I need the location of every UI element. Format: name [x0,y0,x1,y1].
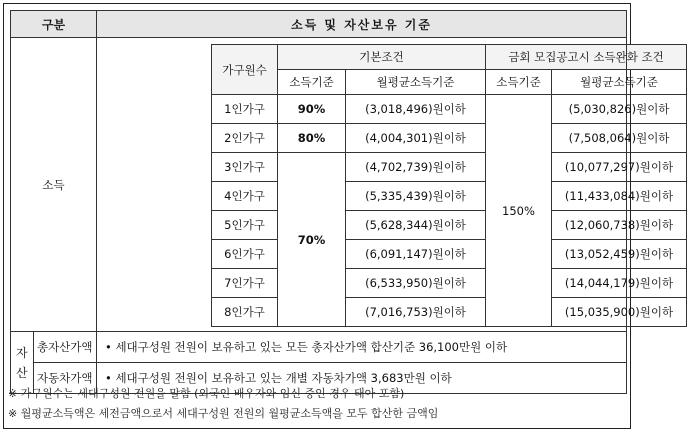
relaxed-amount: (12,060,738)원이하 [552,211,687,240]
relaxed-amount: (15,035,900)원이하 [552,298,687,327]
family-size: 3인가구 [212,153,278,182]
family-size: 6인가구 [212,240,278,269]
income-table [211,44,687,327]
asset-label-char-2: 산 [15,365,28,380]
car-asset-desc: • 세대구성원 전원이 보유하고 있는 개별 자동차가액 3,683만원 이하 [105,371,452,385]
criteria-table [10,10,674,394]
header-category: 구분 [11,11,97,38]
basic-amount: (6,091,147)원이하 [346,240,486,269]
basic-condition-header: 기본조건 [278,45,486,70]
basic-amount: (5,335,439)원이하 [346,182,486,211]
table-row [212,95,687,124]
table-row [212,153,687,182]
relaxed-monthly-avg-header: 월평균소득기준 [552,70,687,95]
asset-label-char-1: 자 [15,345,28,360]
income-criteria-cell [97,38,674,332]
relaxed-amount: (10,077,297)원이하 [552,153,687,182]
basic-amount: (7,016,753)원이하 [346,298,486,327]
basic-income-pct: 90% [278,95,346,124]
family-size: 1인가구 [212,95,278,124]
basic-amount: (6,533,950)원이하 [346,269,486,298]
car-asset-label: 자동차가액 [36,371,93,385]
basic-amount: (5,628,344)원이하 [346,211,486,240]
total-asset-label: 총자산가액 [33,332,96,363]
relaxed-amount: (7,508,064)원이하 [552,124,687,153]
relaxed-amount: (14,044,179)원이하 [552,269,687,298]
relaxed-condition-header: 금회 모집공고시 소득완화 조건 [486,45,687,70]
header-criteria: 소득 및 자산보유 기준 [97,11,627,38]
basic-income-pct: 80% [278,124,346,153]
family-size: 2인가구 [212,124,278,153]
basic-income-pct-3plus: 70% [278,153,346,327]
basic-income-std-header: 소득기준 [278,70,346,95]
relaxed-income-std-header: 소득기준 [486,70,552,95]
family-size: 5인가구 [212,211,278,240]
family-size: 4인가구 [212,182,278,211]
relaxed-amount: (11,433,084)원이하 [552,182,687,211]
footnote-family-size: ※ 가구원수는 세대구성원 전원을 말함 (외국인 배우자와 임신 중인 경우 태아 포함) [8,387,405,400]
footnote-monthly-income: ※ 월평균소득액은 세전금액으로서 세대구성원 전원의 월평균소득액을 모두 합산한 금액임 [8,407,439,420]
basic-amount: (4,702,739)원이하 [346,153,486,182]
relaxed-amount: (13,052,459)원이하 [552,240,687,269]
relaxed-income-pct: 150% [486,95,552,327]
total-asset-desc: • 세대구성원 전원이 보유하고 있는 모든 총자산가액 합산기준 36,100만원 이하 [97,332,626,363]
family-size: 7인가구 [212,269,278,298]
family-size-header: 가구원수 [212,45,278,95]
basic-monthly-avg-header: 월평균소득기준 [346,70,486,95]
basic-amount: (4,004,301)원이하 [346,124,486,153]
basic-amount: (3,018,496)원이하 [346,95,486,124]
income-label: 소득 [11,38,97,332]
table-row [212,124,687,153]
relaxed-amount: (5,030,826)원이하 [552,95,687,124]
family-size: 8인가구 [212,298,278,327]
footnotes [8,384,438,424]
